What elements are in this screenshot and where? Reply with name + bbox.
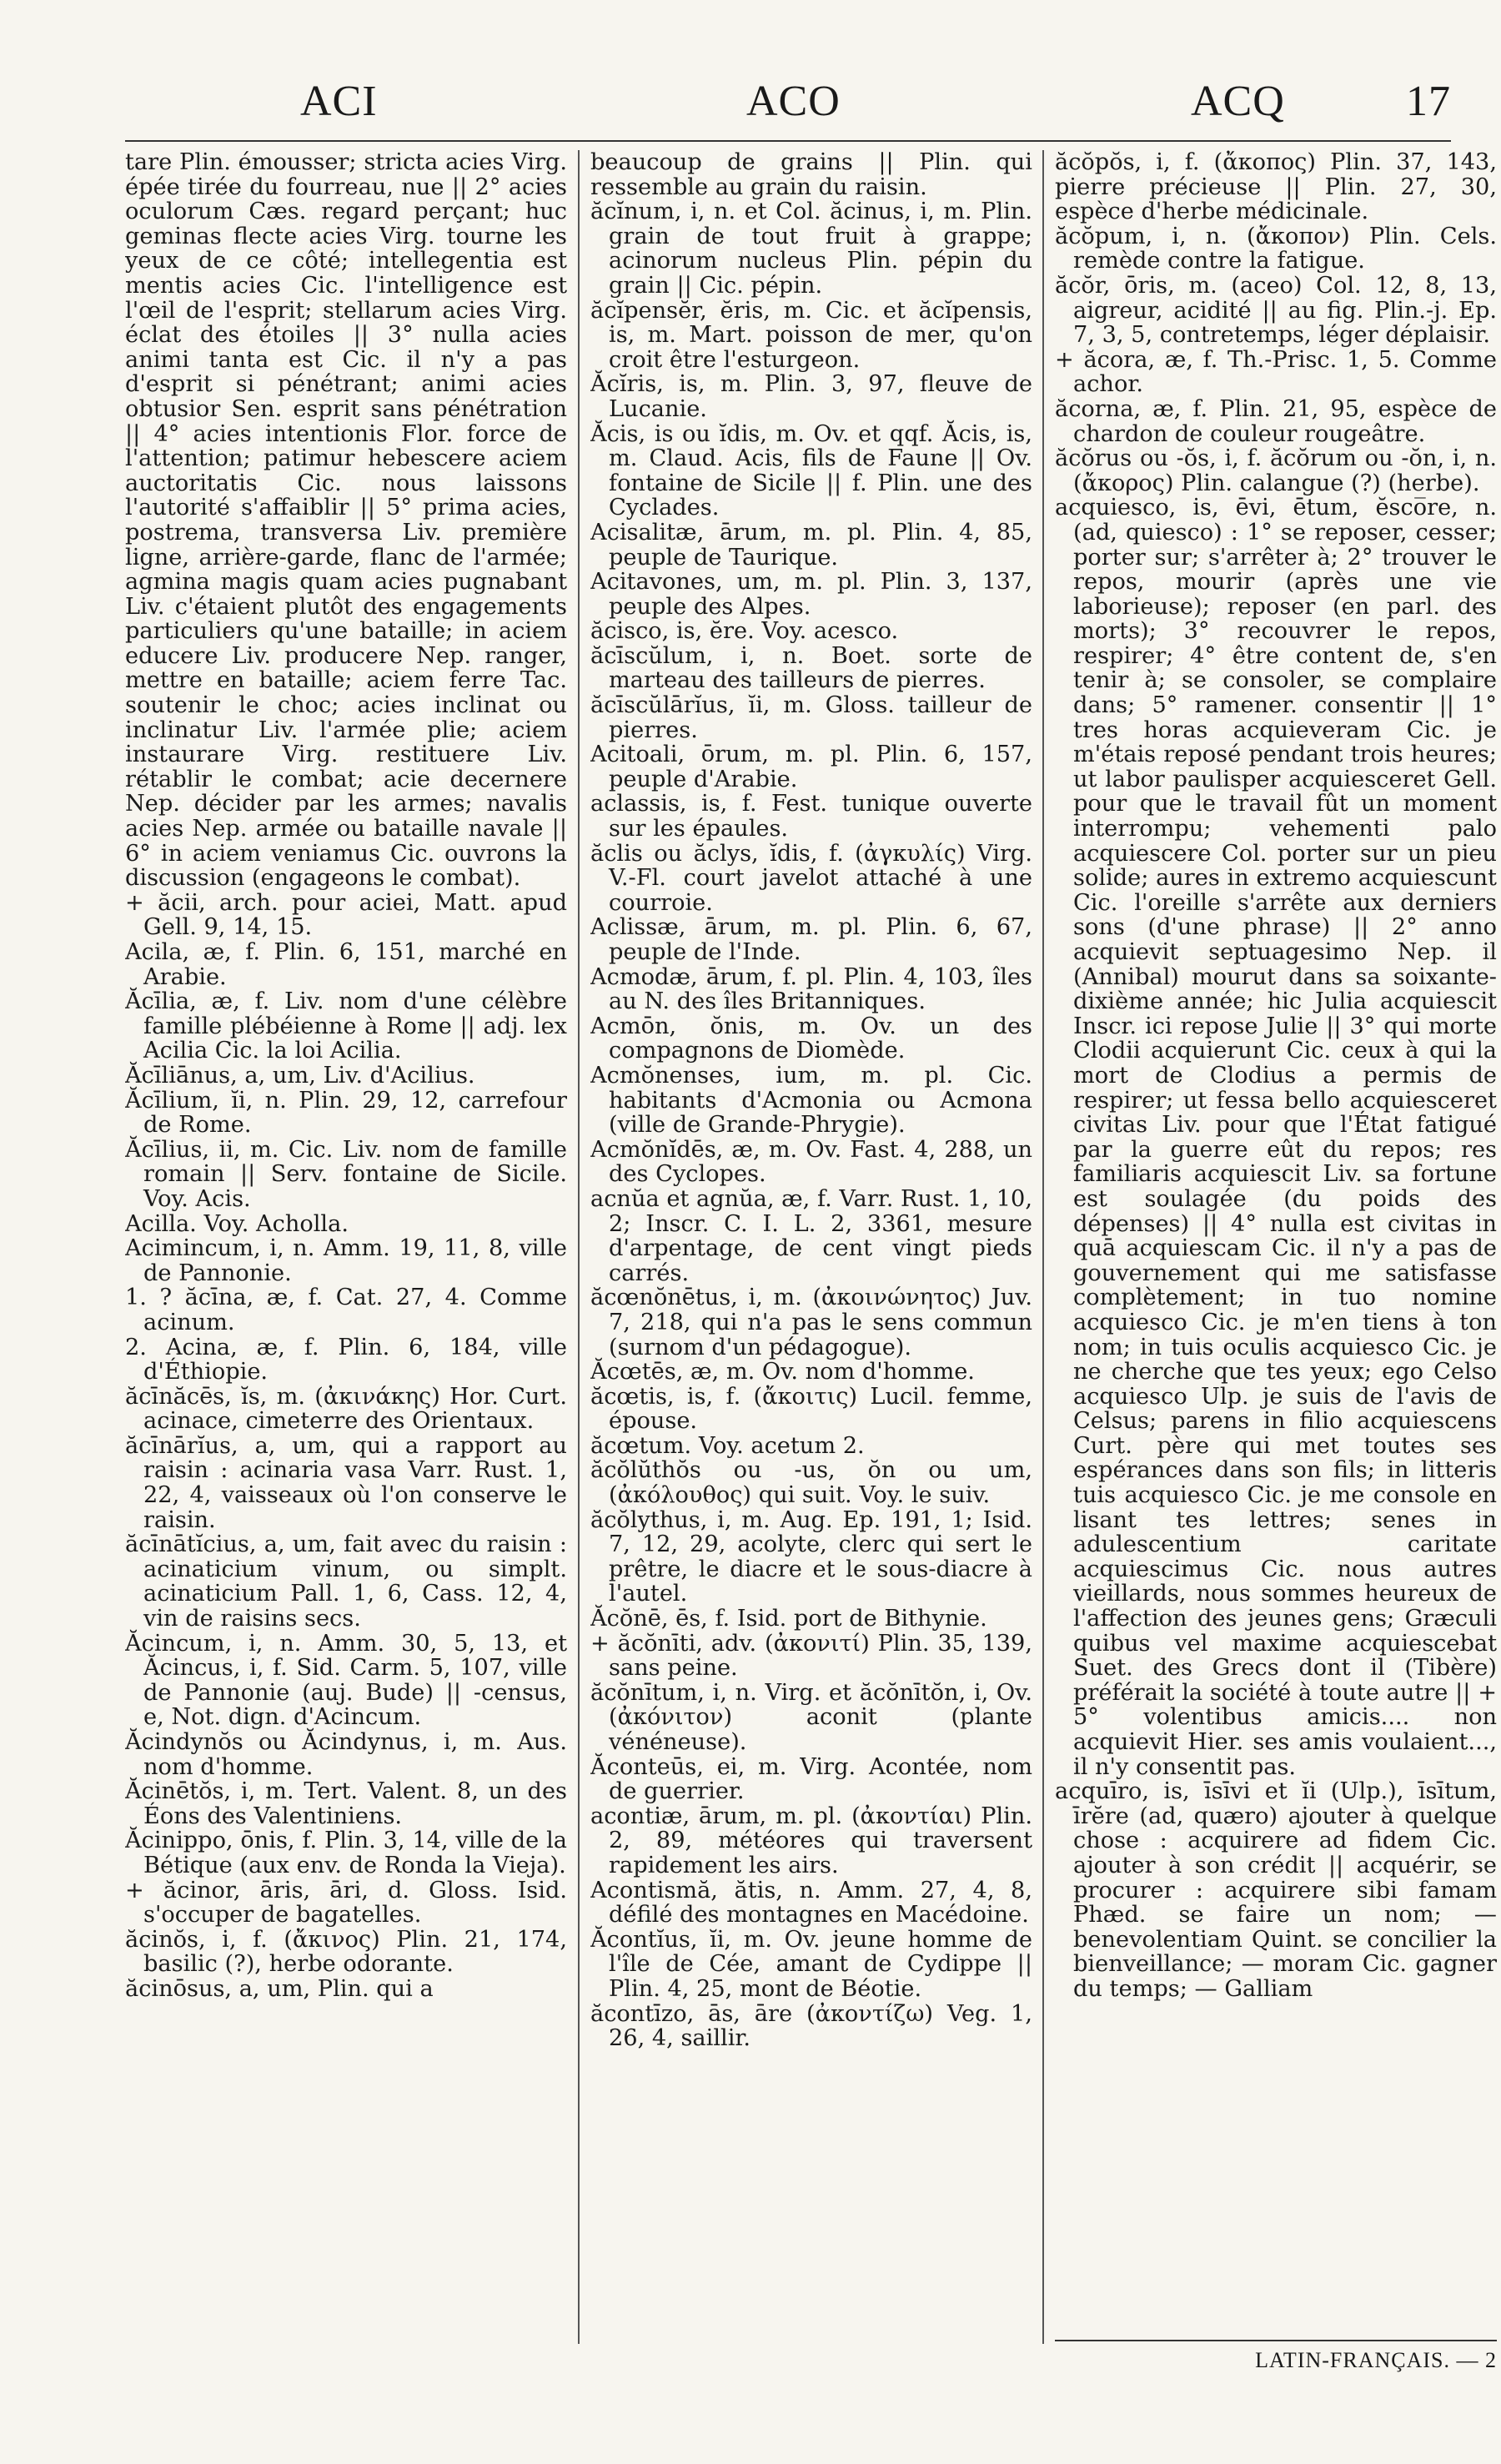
running-header [125, 77, 1451, 135]
dictionary-entry: Ăconteūs, ei, m. Virg. Acontée, nom de guerrier. [590, 1753, 1032, 1805]
dictionary-entry: Acmŏnenses, ium, m. pl. Cic. habitants d'Acmonia ou Acmona (ville de Grande-Phrygie). [590, 1062, 1032, 1139]
page-number: 17 [1406, 78, 1451, 125]
headword-right: ACQ [1191, 78, 1285, 125]
dictionary-entry: ăcœnŏnētus, i, m. (ἀκοινώνητος) Juv. 7, 218, qui n'a pas le sens commun (surnom d'un pédagogue). [590, 1285, 1032, 1360]
dictionary-entry: Ăcīlium, ĭi, n. Plin. 29, 12, carrefour de Rome. [125, 1087, 567, 1139]
column-divider [1042, 150, 1044, 2344]
dictionary-entry: Acitoali, ōrum, m. pl. Plin. 6, 157, peuple d'Arabie. [590, 742, 1032, 792]
dictionary-entry: ăcontīzo, ās, āre (ἀκοντίζω) Veg. 1, 26, 4, saillir. [590, 2000, 1032, 2052]
headword-left: ACI [300, 78, 378, 125]
dictionary-entry: Acmodæ, ārum, f. pl. Plin. 4, 103, îles au N. des îles Britanniques. [590, 963, 1032, 1015]
dictionary-entry: tare Plin. émousser; stricta acies Virg. épée tirée du fourreau, nue || 2° acies oculorum Cæs. regard perçant; huc geminas flecte acies Virg. tourne les yeux de ce côté; intellegentia est mentis acies Cic. l'intelligence est l'œil de l'esprit; stellarum acies Virg. éclat des étoiles || 3° nulla acies animi tanta est Cic. il n'y a pas d'esprit si pénétrant; animi acies obtusior Sen. esprit sans pénétration || 4° acies intentionis Flor. force de l'attention; patimur hebescere aciem auctoritatis Cic. nous laissons l'autorité s'affaiblir || 5° prima acies, postrema, transversa Liv. première ligne, arrière-garde, flanc de l'armée; agmina magis quam acies pugnabant Liv. c'étaient plutôt des engagements particuliers qu'une bataille; in aciem educere Liv. producere Nep. ranger, mettre en bataille; aciem ferre Tac. soutenir le choc; acies inclinat ou inclinatur Liv. l'armée plie; aciem instaurare Virg. restituere Liv. rétablir le combat; acie decernere Nep. décider par les armes; navalis acies Nep. armée ou bataille navale || 6° in aciem veniamus Cic. ouvrons la discussion (engageons le combat). [125, 150, 567, 892]
dictionary-entry: Acila, æ, f. Plin. 6, 151, marché en Arabie. [125, 939, 567, 990]
dictionary-entry: Ăcis, is ou ĭdis, m. Ov. et qqf. Ăcis, is, m. Claud. Acis, fils de Faune || Ov. fontaine de Sicile || f. Plin. une des Cyclades. [590, 420, 1032, 521]
dictionary-entry: ăcŏrus ou -ŏs, i, f. ăcŏrum ou -ŏn, i, n. (ἄκορος) Plin. calangue (?) (herbe). [1055, 445, 1497, 496]
dictionary-entry: ăcinŏs, i, f. (ἄκινος) Plin. 21, 174, basilic (?), herbe odorante. [125, 1926, 567, 1978]
dictionary-entry: Acontismă, ătis, n. Amm. 27, 4, 8, défilé des montagnes en Macédoine. [590, 1877, 1032, 1928]
dictionary-entry: 2. Acina, æ, f. Plin. 6, 184, ville d'Éthiopie. [125, 1334, 567, 1385]
headword-middle: ACO [746, 78, 841, 125]
dictionary-entry: ăcŏpŏs, i, f. (ἄκοπος) Plin. 37, 143, pierre précieuse || Plin. 27, 30, espèce d'herbe médicinale. [1055, 150, 1497, 225]
dictionary-entry: Ăcindynŏs ou Ăcindynus, i, m. Aus. nom d'homme. [125, 1729, 567, 1780]
dictionary-entry: aclassis, is, f. Fest. tunique ouverte sur les épaules. [590, 791, 1032, 842]
dictionary-entry: ăcĭpensĕr, ĕris, m. Cic. et ăcĭpensis, is, m. Mart. poisson de mer, qu'on croit être l'esturgeon. [590, 297, 1032, 373]
dictionary-entry: ăcĭnum, i, n. et Col. ăcinus, i, m. Plin. grain de tout fruit à grappe; acinorum nucleus Plin. pépin du grain || Cic. pépin. [590, 199, 1032, 299]
dictionary-entry: 1. ? ăcīna, æ, f. Cat. 27, 4. Comme acinum. [125, 1285, 567, 1335]
dictionary-entry: + ăcii, arch. pour aciei, Matt. apud Gell. 9, 14, 15. [125, 889, 567, 941]
dictionary-entry: + ăcora, æ, f. Th.-Prisc. 1, 5. Comme achor. [1055, 346, 1497, 398]
dictionary-entry: acquīro, is, īsīvi et ĭi (Ulp.), īsītum, īrĕre (ad, quæro) ajouter à quelque chose : acquirere ad fidem Cic. ajouter à son crédit || acquérir, se procurer : acquirere sibi famam Phæd. se faire un nom; — benevolentiam Quint. se concilier la bienveillance; — moram Cic. gagner du temps; — Galliam [1055, 1778, 1497, 2002]
dictionary-entry: Acmōn, ŏnis, m. Ov. un des compagnons de Diomède. [590, 1013, 1032, 1064]
dictionary-entry: ăcīnăcēs, ĭs, m. (ἀκινάκης) Hor. Curt. acinace, cimeterre des Orientaux. [125, 1383, 567, 1435]
dictionary-entry: Acitavones, um, m. pl. Plin. 3, 137, peuple des Alpes. [590, 569, 1032, 620]
dictionary-entry: Aclissæ, ārum, m. pl. Plin. 6, 67, peuple de l'Inde. [590, 914, 1032, 965]
dictionary-entry: beaucoup de grains || Plin. qui ressemble au grain du raisin. [590, 150, 1032, 200]
dictionary-entry: ăcorna, æ, f. Plin. 21, 95, espèce de chardon de couleur rougeâtre. [1055, 395, 1497, 447]
signature-footer: LATIN-FRANÇAIS. — 2 [1055, 2340, 1497, 2373]
dictionary-entry: ăclis ou ăclys, ĭdis, f. (ἀγκυλίς) Virg. V.-Fl. court javelot attaché à une courroie. [590, 840, 1032, 916]
dictionary-entry: Ăcīlia, æ, f. Liv. nom d'une célèbre famille plébéienne à Rome || adj. lex Acilia Cic. la loi Acilia. [125, 988, 567, 1064]
dictionary-entry: Ăcœtēs, æ, m. Ov. nom d'homme. [590, 1359, 975, 1385]
dictionary-entry: ăcisco, is, ĕre. Voy. acesco. [590, 618, 899, 645]
dictionary-entry: ăcŏlŭthŏs ou -us, ŏn ou um, (ἀκόλουθος) qui suit. Voy. le suiv. [590, 1457, 1032, 1509]
dictionary-entry: Ăcĭris, is, m. Plin. 3, 97, fleuve de Lucanie. [590, 371, 1032, 422]
dictionary-entry: ăcīnātĭcius, a, um, fait avec du raisin : acinaticium vinum, ou simplt. acinaticium Pall. 1, 6, Cass. 12, 4, vin de raisins secs. [125, 1531, 567, 1632]
dictionary-entry: ăcīnārĭus, a, um, qui a rapport au raisin : acinaria vasa Varr. Rust. 1, 22, 4, vaisseaux où l'on conserve le raisin. [125, 1432, 567, 1533]
dictionary-entry: acnŭa et agnŭa, æ, f. Varr. Rust. 1, 10, 2; Inscr. C. I. L. 2, 3361, mesure d'arpentage, de cent vingt pieds carrés. [590, 1185, 1032, 1286]
dictionary-entry: Ăcinippo, ōnis, f. Plin. 3, 14, ville de la Bétique (aux env. de Ronda la Vieja). [125, 1828, 567, 1878]
dictionary-entry: Ăcŏnē, ēs, f. Isid. port de Bithynie. [590, 1606, 987, 1632]
dictionary-entry: Ăcīlius, ii, m. Cic. Liv. nom de famille romain || Serv. fontaine de Sicile. Voy. Acis. [125, 1136, 567, 1212]
dictionary-entry: ăcŏpum, i, n. (ἄκοπον) Plin. Cels. remède contre la fatigue. [1055, 223, 1497, 274]
dictionary-entry: ăcinōsus, a, um, Plin. qui a [125, 1975, 434, 2002]
dictionary-entry: ăcœtis, is, f. (ἄκοιτις) Lucil. femme, épouse. [590, 1383, 1032, 1435]
dictionary-entry: ăcīscŭlārĭus, ĭi, m. Gloss. tailleur de pierres. [590, 692, 1032, 743]
dictionary-entry: Acimincum, i, n. Amm. 19, 11, 8, ville de Pannonie. [125, 1235, 567, 1286]
header-rule [125, 140, 1451, 142]
dictionary-entry: ăcœtum. Voy. acetum 2. [590, 1432, 865, 1459]
dictionary-entry: ăcīscŭlum, i, n. Boet. sorte de marteau des tailleurs de pierres. [590, 642, 1032, 694]
dictionary-entry: acquiesco, is, ēvi, ētum, ĕsco̅re, n. (ad, quiesco) : 1° se reposer, cesser; porter sur; s'arrêter à; 2° trouver le repos, mourir (après une vie laborieuse); reposer (en parl. des morts); 3° recouvrer le repos, respirer; 4° être content de, s'en tenir à; se consoler, se complaire dans; 5° ramener. consentir || 1° tres horas acquieveram Cic. je m'étais reposé pendant trois heures; ut labor paulisper acquiesceret Gell. pour que le travail fût un moment interrompu; vehementi palo acquiescere Col. porter sur un pieu solide; aures in extremo acquiescunt Cic. l'oreille s'arrête aux derniers sons (d'une phrase) || 2° anno acquievit septuagesimo Nep. il (Annibal) mourut dans sa soixante-dixième année; hic Julia acquiescit Inscr. ici repose Julie || 3° qui morte Clodii acquierunt Cic. ceux à qui la mort de Clodius a permis de respirer; ut fessa bello acquiesceret civitas Liv. pour que l'État fatigué par la guerre eût du repos; res familiaris acquiescit Liv. sa fortune est soulagée (du poids des dépenses) || 4° nulla est civitas in quā acquiescam Cic. il n'y a pas de gouvernement qui me satisfasse complètement; in tuo nomine acquiesco Cic. je m'en tiens à ton nom; in tuis oculis acquiesco Cic. je ne cherche que tes yeux; ego Celso acquiesco Ulp. je suis de l'avis de Celsus; parens in filio acquiescens Curt. père qui met toutes ses espérances dans son fils; in litteris tuis acquiesco Cic. je me console en lisant tes lettres; senes in adulescentium caritate acquiescimus Cic. nous autres vieillards, nous sommes heureux de l'affection des jeunes gens; Græculi quibus vel maxime acquiescebat Suet. des Grecs dont il (Tibère) préférait la société à toute autre || + 5° volentibus amicis.... non acquievit Hier. ses amis voulaient..., il n'y consentit pas. [1055, 495, 1497, 1780]
dictionary-column-3 [1055, 150, 1497, 2344]
column-divider [578, 150, 580, 2344]
dictionary-entry: ăcŏr, ōris, m. (aceo) Col. 12, 8, 13, aigreur, acidité || au fig. Plin.-j. Ep. 7, 3, 5, contretemps, léger déplaisir. [1055, 272, 1497, 349]
dictionary-entry: + ăcinor, āris, āri, d. Gloss. Isid. s'occuper de bagatelles. [125, 1877, 567, 1928]
dictionary-entry: Acilla. Voy. Acholla. [125, 1210, 349, 1237]
dictionary-entry: Acmŏnĭdēs, æ, m. Ov. Fast. 4, 288, un des Cyclopes. [590, 1136, 1032, 1188]
dictionary-entry: Acisalitæ, ārum, m. pl. Plin. 4, 85, peuple de Taurique. [590, 519, 1032, 571]
dictionary-entry: + ăcŏnīti, adv. (ἀκονιτί) Plin. 35, 139, sans peine. [590, 1630, 1032, 1682]
dictionary-column-2 [590, 150, 1032, 2344]
dictionary-entry: ăcŏnītum, i, n. Virg. et ăcŏnītŏn, i, Ov. (ἀκόνιτον) aconit (plante vénéneuse). [590, 1679, 1032, 1755]
dictionary-entry: Ăcinētŏs, i, m. Tert. Valent. 8, un des Éons des Valentiniens. [125, 1778, 567, 1829]
dictionary-entry: Ăcīliānus, a, um, Liv. d'Acilius. [125, 1062, 475, 1089]
dictionary-entry: acontiæ, ārum, m. pl. (ἀκοντίαι) Plin. 2, 89, météores qui traversent rapidement les airs. [590, 1803, 1032, 1878]
dictionary-entry: Ăcincum, i, n. Amm. 30, 5, 13, et Ăcincus, i, f. Sid. Carm. 5, 107, ville de Pannonie (auj. Bude) || -census, e, Not. dign. d'Acincum. [125, 1630, 567, 1731]
dictionary-column-1 [125, 150, 567, 2344]
dictionary-entry: Ăcontĭus, ĭi, m. Ov. jeune homme de l'île de Cée, amant de Cydippe || Plin. 4, 25, mont de Béotie. [590, 1926, 1032, 2002]
dictionary-entry: ăcŏlythus, i, m. Aug. Ep. 191, 1; Isid. 7, 12, 29, acolyte, clerc qui sert le prêtre, le diacre et le sous-diacre à l'autel. [590, 1506, 1032, 1607]
